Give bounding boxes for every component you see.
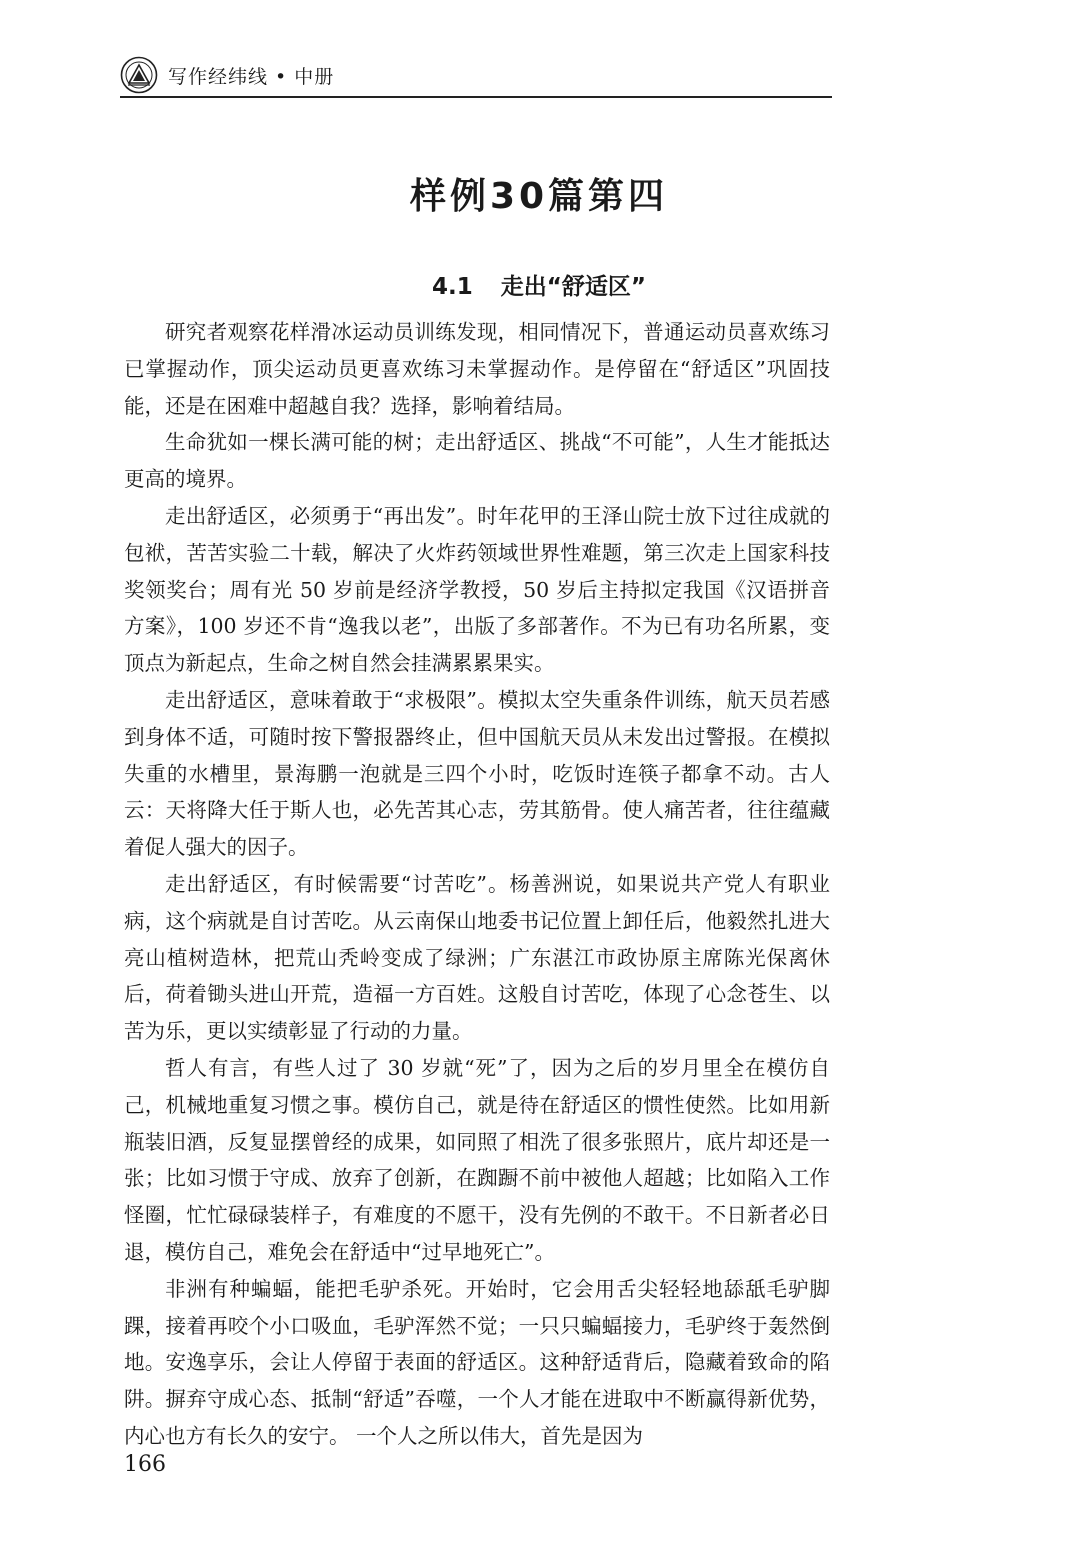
paragraph: 走出舒适区，有时候需要“讨苦吃”。杨善洲说，如果说共产党人有职业病，这个病就是自讨苦吃。从云南保山地委书记位置上卸任后，他毅然扎进大亮山植树造林，把荒山秃岭变成了绿洲；广东湛江市政协原主席陈光保离休后，荷着锄头进山开荒，造福一方百姓。这般自讨苦吃，体现了心念苍生、以苦为乐，更以实绩彰显了行动的力量。 <box>124 871 830 1044</box>
section-number: 4.1 <box>432 274 473 300</box>
paragraph: 生命犹如一棵长满可能的树；走出舒适区、挑战“不可能”，人生才能抵达更高的境界。 <box>124 430 830 492</box>
page-number: 166 <box>124 1452 166 1477</box>
book-title: 写作经纬线 • 中册 <box>168 66 335 88</box>
paragraph: 走出舒适区，必须勇于“再出发”。时年花甲的王泽山院士放下过往成就的包袱，苦苦实验二十载，解决了火炸药领域世界性难题，第三次走上国家科技奖领奖台；周有光 50 岁前是经济学教授，50 岁后主持拟定我国《汉语拼音方案》，100 岁还不肯“逸我以老”，出版了多部著作。不为已有功名所累，变顶点为新起点，生命之树自然会挂满累累果实。 <box>124 503 830 676</box>
paragraph: 研究者观察花样滑冰运动员训练发现，相同情况下，普通运动员喜欢练习已掌握动作，顶尖运动员更喜欢练习未掌握动作。是停留在“舒适区”巩固技能，还是在困难中超越自我？选择，影响着结局。 <box>124 320 830 418</box>
publisher-logo-icon <box>120 56 158 94</box>
article-body <box>124 314 830 1455</box>
section-title: 走出“舒适区” <box>500 274 646 300</box>
running-header <box>120 56 830 96</box>
paragraph: 走出舒适区，意味着敢于“求极限”。模拟太空失重条件训练，航天员若感到身体不适，可随时按下警报器终止，但中国航天员从未发出过警报。在模拟失重的水槽里，景海鹏一泡就是三四个小时，吃饭时连筷子都拿不动。古人云：天将降大任于斯人也，必先苦其心志，劳其筋骨。使人痛苦者，往往蕴藏着促人强大的因子。 <box>124 687 830 860</box>
section-heading <box>0 268 1078 301</box>
paragraph: 哲人有言，有些人过了 30 岁就“死”了，因为之后的岁月里全在模仿自己，机械地重复习惯之事。模仿自己，就是待在舒适区的惯性使然。比如用新瓶装旧酒，反复显摆曾经的成果，如同照了相洗了很多张照片，底片却还是一张；比如习惯于守成、放弃了创新，在踟蹰不前中被他人超越；比如陷入工作怪圈，忙忙碌碌装样子，有难度的不愿干，没有先例的不敢干。不日新者必日退，模仿自己，难免会在舒适中“过早地死亡”。 <box>124 1055 830 1264</box>
chapter-title: 样例30篇第四 <box>409 176 669 217</box>
header-divider <box>120 96 832 98</box>
paragraph: 非洲有种蝙蝠，能把毛驴杀死。开始时，它会用舌尖轻轻地舔舐毛驴脚踝，接着再咬个小口吸血，毛驴浑然不觉；一只只蝙蝠接力，毛驴终于轰然倒地。安逸享乐，会让人停留于表面的舒适区。这种舒适背后，隐藏着致命的陷阱。摒弃守成心态、抵制“舒适”吞噬，一个人才能在进取中不断赢得新优势，内心也方有长久的安宁。 一个人之所以伟大，首先是因为 <box>124 1276 830 1448</box>
